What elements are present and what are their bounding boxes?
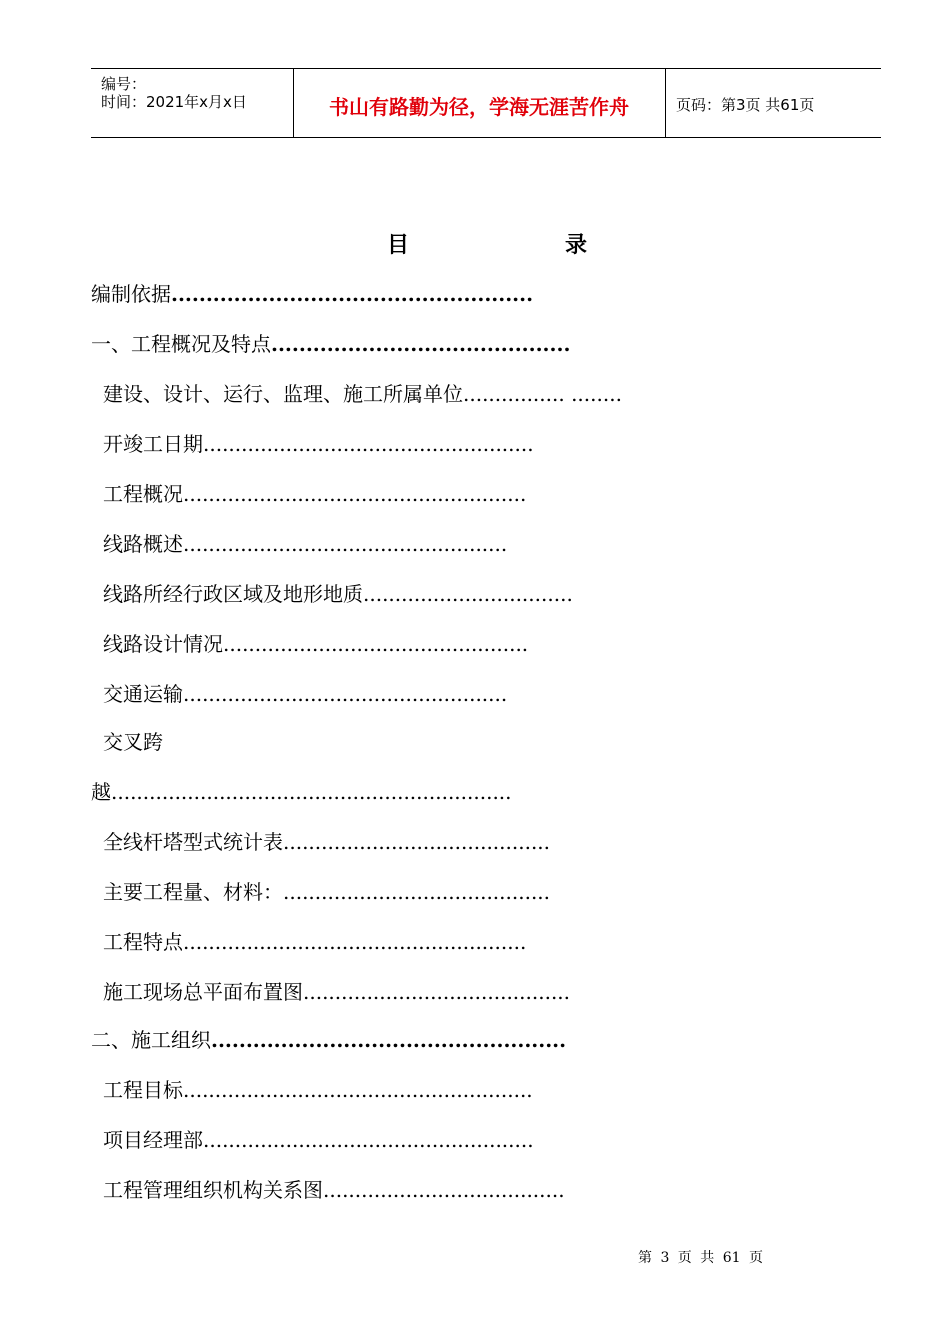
toc-entry-leader: .......................................... [303, 980, 571, 1004]
header-table [91, 68, 881, 138]
header-motto: 书山有路勤为径，学海无涯苦作舟 [329, 95, 629, 119]
header-cell-left [91, 69, 294, 137]
toc-entry-leader: ................................................... [183, 532, 508, 556]
toc-entry-text: 越 [91, 780, 111, 804]
toc-entry-text: 交通运输 [103, 682, 183, 706]
toc-entry-leader: ....................................................... [183, 1078, 533, 1102]
toc-entry-leader: .................................................... [203, 1128, 534, 1152]
toc-entry[interactable] [103, 630, 783, 658]
toc-entry[interactable] [103, 580, 773, 608]
page-footer: 第 3 页 共 61 页 [638, 1250, 763, 1266]
toc-entry-leader: ................................................... [211, 1028, 567, 1052]
toc-entry-text: 工程管理组织机构关系图 [103, 1178, 323, 1202]
toc-entry[interactable] [103, 380, 803, 408]
toc-entry-text: 项目经理部 [103, 1128, 203, 1152]
toc-entry[interactable] [103, 878, 783, 906]
toc-title-part1: 目 [387, 232, 410, 258]
toc-entry[interactable] [103, 530, 783, 558]
toc-entry-text: 线路概述 [103, 532, 183, 556]
toc-entry[interactable] [103, 1176, 793, 1204]
toc-entry-leader: .......................................... [283, 830, 551, 854]
toc-entry-text: 主要工程量、材料： [103, 880, 283, 904]
toc-entry-leader: ................ ........ [463, 382, 622, 406]
toc-entry-text: 编制依据 [91, 282, 171, 306]
toc-entry[interactable] [103, 430, 803, 458]
toc-entry[interactable] [103, 978, 803, 1006]
toc-entry-text: 一、工程概况及特点 [91, 332, 271, 356]
toc-entry-leader: .......................................... [283, 880, 551, 904]
toc-entry[interactable] [103, 480, 803, 508]
toc-entry-leader: .................................................... [203, 432, 534, 456]
header-page-label: 页码：第3页 共61页 [676, 96, 815, 114]
toc-entry[interactable] [91, 280, 816, 308]
toc-entry[interactable] [91, 1026, 816, 1054]
toc-entry-text: 工程目标 [103, 1078, 183, 1102]
toc-entry-text: 线路所经行政区域及地形地质 [103, 582, 363, 606]
toc-entry-text: 全线杆塔型式统计表 [103, 830, 283, 854]
header-cell-middle [293, 69, 666, 137]
toc-entry[interactable] [103, 728, 303, 756]
toc-entry-leader: ...................................................... [183, 930, 527, 954]
toc-entry-text: 二、施工组织 [91, 1028, 211, 1052]
toc-entry-text: 建设、设计、运行、监理、施工所属单位 [103, 382, 463, 406]
toc-entry-text: 交叉跨 [103, 730, 163, 754]
toc-entry-leader: ...................................................... [183, 482, 527, 506]
toc-entry[interactable] [103, 1076, 813, 1104]
toc-entry[interactable] [91, 330, 816, 358]
toc-entry-text: 开竣工日期 [103, 432, 203, 456]
toc-entry-leader: ........................................... [271, 332, 571, 356]
document-time-label: 时间：2021年x月x日 [101, 93, 247, 111]
toc-entry-leader: .................................................... [171, 282, 534, 306]
header-cell-right [666, 69, 881, 137]
toc-entry[interactable] [103, 680, 783, 708]
toc-entry-leader: ...................................... [323, 1178, 565, 1202]
toc-entry-leader: ................................................ [223, 632, 529, 656]
toc-title-part2: 录 [565, 232, 588, 258]
toc-entry[interactable] [103, 928, 803, 956]
toc-entry-text: 工程特点 [103, 930, 183, 954]
toc-entry[interactable] [103, 1126, 803, 1154]
toc-entry-text: 施工现场总平面布置图 [103, 980, 303, 1004]
document-code-label: 编号： [101, 75, 147, 93]
toc-entry-text: 工程概况 [103, 482, 183, 506]
toc-entry[interactable] [103, 828, 783, 856]
toc-entry-leader: ................................. [363, 582, 573, 606]
toc-entry-leader: ................................................... [183, 682, 508, 706]
toc-entry-leader: ............................................................... [111, 780, 512, 804]
toc-entry-text: 线路设计情况 [103, 632, 223, 656]
toc-entry[interactable] [91, 778, 826, 806]
